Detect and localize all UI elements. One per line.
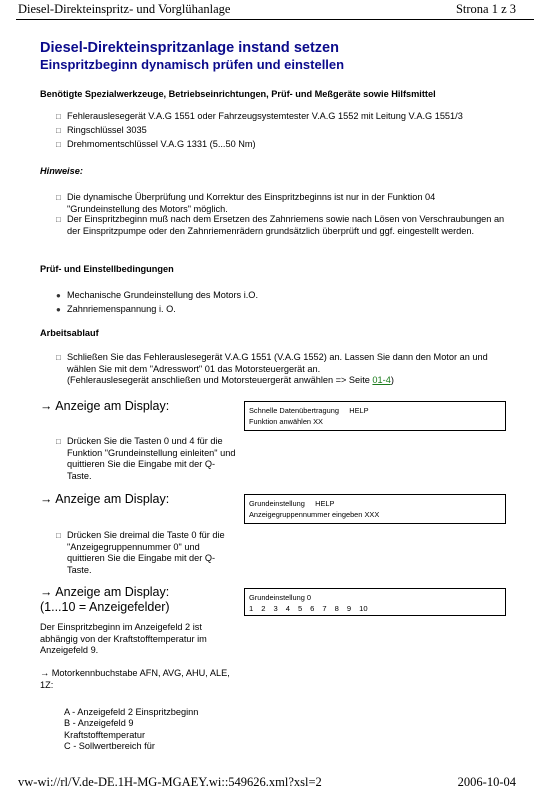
round-bullet-icon: ● [56, 305, 61, 314]
notes-heading: Hinweise: [40, 166, 83, 176]
legend-item: C - Sollwertbereich für [64, 741, 155, 751]
display-field-number: 10 [359, 604, 368, 613]
square-bullet-icon: □ [56, 112, 61, 121]
display-field-number: 6 [310, 604, 315, 613]
square-bullet-icon: □ [56, 437, 61, 446]
page-footer-date: 2006-10-04 [457, 775, 516, 789]
display-field-number: 5 [297, 604, 303, 613]
display-sublabel: (1...10 = Anzeigefelder) [40, 600, 170, 614]
step-item: □ Drücken Sie dreimal die Taste 0 für die "Anzeigegruppennummer 0" und quittieren Sie die Eingabe mit der Q-Taste. [56, 530, 225, 575]
legend-item: A - Anzeigefeld 2 Einspritzbeginn [64, 707, 199, 717]
page-number: Strona 1 z 3 [455, 2, 516, 16]
display-field-number: 1 [249, 604, 254, 613]
page-footer-url: vw-wi://rl/V.de-DE.1H-MG-MGAEY.wi::549626.xml?xsl=2 [18, 775, 322, 789]
display-line: Schnelle Datenübertragung HELP [249, 406, 369, 415]
note-item: □ Die dynamische Überprüfung und Korrektur des Einspritzbeginns ist nur in der Funktion 04 "Grundeinstellung des Motors" möglich. [56, 192, 436, 214]
note-item: □ Der Einspritzbeginn muß nach dem Ersetzen des Zahnriemens sowie nach Lösen von Verschraubungen an der Einspritzpumpe oder den Zahnriemenrädern grundsätzlich überprüft und ggf. eingestellt werden. [56, 214, 505, 236]
display-line: Grundeinstellung 0 [249, 593, 312, 602]
legend-item: B - Anzeigefeld 9 Kraftstofftemperatur [64, 718, 146, 740]
display-line: Grundeinstellung HELP [249, 499, 335, 508]
temperature-note: Der Einspritzbeginn im Anzeigefeld 2 ist abhängig von der Kraftstofftemperatur im Anzeigefeld 9. [40, 622, 207, 655]
round-bullet-icon: ● [56, 291, 61, 300]
page-title: Diesel-Direkteinspritzanlage instand setzen [40, 40, 339, 56]
display-field-number: 4 [285, 604, 290, 613]
conditions-heading: Prüf- und Einstellbedingungen [40, 264, 174, 274]
display-field-number: 9 [346, 604, 352, 613]
square-bullet-icon: □ [56, 531, 61, 540]
page-link[interactable]: 01-4 [372, 375, 391, 385]
tool-item: □ Drehmomentschlüssel V.A.G 1331 (5...50 Nm) [56, 139, 256, 149]
display-label: → Anzeige am Display: [40, 399, 170, 413]
display-label: → Anzeige am Display: [40, 585, 170, 599]
square-bullet-icon: □ [56, 353, 61, 362]
header-divider [16, 19, 534, 20]
tools-heading: Benötigte Spezialwerkzeuge, Betriebseinrichtungen, Prüf- und Meßgeräte sowie Hilfsmittel [40, 89, 436, 99]
display-field-number: 2 [261, 604, 266, 613]
display-field-number: 3 [273, 604, 278, 613]
step-item: □ Schließen Sie das Fehlerauslesegerät V.A.G 1551 (V.A.G 1552) an. Lassen Sie dann den Motor an und wählen Sie mit dem "Adresswort" 01 das Motorsteuergerät an. (Fehlerauslesegerät anschließen und Motorsteuergerät anwählen => Seite 01-4) [56, 352, 488, 385]
tool-item: □ Fehlerauslesegerät V.A.G 1551 oder Fahrzeugsystemtester V.A.G 1552 mit Leitung V.A.G 1551/3 [56, 111, 463, 121]
display-label: → Anzeige am Display: [40, 492, 170, 506]
square-bullet-icon: □ [56, 215, 61, 224]
condition-item: ● Zahnriemenspannung i. O. [56, 304, 176, 314]
display-box [244, 494, 506, 524]
page-header-title: Diesel-Direkteinspritz- und Vorglühanlage [18, 2, 231, 16]
display-field-numbers [249, 603, 501, 614]
display-line: Funktion anwählen XX [249, 417, 323, 426]
display-box [244, 588, 506, 616]
step-item: □ Drücken Sie die Tasten 0 und 4 für die Funktion "Grundeinstellung einleiten" und quittieren Sie die Eingabe mit der Q-Taste. [56, 436, 236, 481]
display-field-number: 7 [322, 604, 327, 613]
square-bullet-icon: □ [56, 126, 61, 135]
square-bullet-icon: □ [56, 193, 61, 202]
condition-item: ● Mechanische Grundeinstellung des Motors i.O. [56, 290, 258, 300]
motor-codes: → Motorkennbuchstabe AFN, AVG, AHU, ALE, 1Z: [40, 668, 230, 690]
display-field-number: 8 [334, 604, 339, 613]
workflow-heading: Arbeitsablauf [40, 328, 99, 338]
square-bullet-icon: □ [56, 140, 61, 149]
display-line: Anzeigegruppennummer eingeben XXX [249, 510, 380, 519]
tool-item: □ Ringschlüssel 3035 [56, 125, 147, 135]
display-box [244, 401, 506, 431]
page-subtitle: Einspritzbeginn dynamisch prüfen und einstellen [40, 57, 345, 72]
